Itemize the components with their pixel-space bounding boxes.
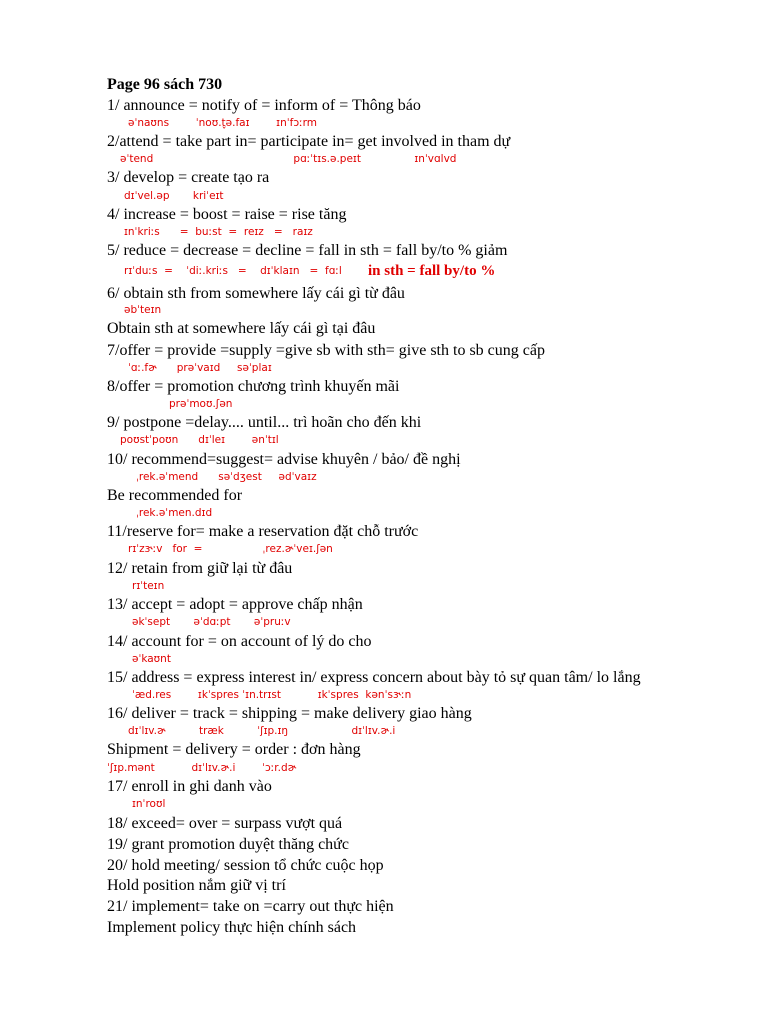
ipa-line-15: ˈæd.res ɪkˈspres ˈɪn.trɪst ɪkˈspres kənˈsɝːn bbox=[132, 689, 412, 701]
ipa-line-4: ɪnˈkriːs = buːst = reɪz = raɪz bbox=[124, 226, 313, 238]
ipa-line-17: ɪnˈroʊl bbox=[132, 798, 166, 810]
ipa-line-9: poʊstˈpoʊn dɪˈleɪ ənˈtɪl bbox=[120, 434, 279, 446]
ipa-line-12: rɪˈteɪn bbox=[132, 580, 165, 592]
vocab-line-12: 12/ retain from giữ lại từ đâu bbox=[107, 560, 293, 577]
vocab-line-19: 19/ grant promotion duyệt thăng chức bbox=[107, 836, 349, 853]
vocab-line-8: 8/offer = promotion chương trình khuyến mãi bbox=[107, 378, 400, 395]
ipa-line-2: əˈtend pɑːˈtɪs.ə.peɪt ɪnˈvɑlvd bbox=[120, 153, 457, 165]
ipa-line-16b: ˈʃɪp.mənt dɪˈlɪv.ɚ.i ˈɔːr.dɚ bbox=[107, 762, 297, 774]
vocab-line-13: 13/ accept = adopt = approve chấp nhận bbox=[107, 596, 363, 613]
ipa-line-3: dɪˈvel.əp kriˈeɪt bbox=[124, 190, 224, 202]
vocab-line-10b: Be recommended for bbox=[107, 487, 243, 504]
vocab-line-21: 21/ implement= take on =carry out thực hiện bbox=[107, 898, 394, 915]
vocab-line-7: 7/offer = provide =supply =give sb with sth= give sth to sb cung cấp bbox=[107, 342, 545, 359]
vocab-line-21b: Implement policy thực hiện chính sách bbox=[107, 919, 357, 936]
vocab-line-16b: Shipment = delivery = order : đơn hàng bbox=[107, 741, 361, 758]
vocab-line-1: 1/ announce = notify of = inform of = Thông báo bbox=[107, 97, 421, 114]
vocab-line-20b: Hold position nắm giữ vị trí bbox=[107, 877, 286, 894]
vocab-line-14: 14/ account for = on account of lý do cho bbox=[107, 633, 372, 650]
ipa-line-7: ˈɑː.fɚ prəˈvaɪd səˈplaɪ bbox=[128, 362, 272, 374]
vocab-line-17: 17/ enroll in ghi danh vào bbox=[107, 778, 272, 795]
ipa-line-10b: ˌrek.əˈmen.dɪd bbox=[136, 507, 213, 519]
vocab-line-10: 10/ recommend=suggest= advise khuyên / bảo/ đề nghị bbox=[107, 451, 461, 468]
ipa-line-5: rɪˈduːs = ˈdiː.kriːs = dɪˈklaɪn = fɑːl bbox=[124, 265, 342, 277]
ipa-line-1: əˈnaʊns ˈnoʊ.t̬ə.faɪ ɪnˈfɔːrm bbox=[128, 117, 317, 129]
ipa-line-11: rɪˈzɝːv for = ˌrez.ɚˈveɪ.ʃən bbox=[128, 543, 333, 555]
ipa-line-14: əˈkaʊnt bbox=[132, 653, 171, 665]
vocab-line-5: 5/ reduce = decrease = decline = fall in sth = fall by/to % giảm bbox=[107, 242, 508, 259]
vocab-line-6b: Obtain sth at somewhere lấy cái gì tại đâu bbox=[107, 320, 376, 337]
ipa-line-8: prəˈmoʊ.ʃən bbox=[169, 398, 233, 410]
ipa-line-16: dɪˈlɪv.ɚ træk ˈʃɪp.ɪŋ dɪˈlɪv.ɚ.i bbox=[128, 725, 396, 737]
vocab-line-11: 11/reserve for= make a reservation đặt chỗ trước bbox=[107, 523, 419, 540]
vocab-line-2: 2/attend = take part in= participate in= get involved in tham dự bbox=[107, 133, 511, 150]
ipa-line-13: əkˈsept əˈdɑːpt əˈpruːv bbox=[132, 616, 291, 628]
vocab-line-4: 4/ increase = boost = raise = rise tăng bbox=[107, 206, 347, 223]
ipa-line-6: əbˈteɪn bbox=[124, 304, 162, 316]
vocab-line-20: 20/ hold meeting/ session tổ chức cuộc họp bbox=[107, 857, 384, 874]
red-note: in sth = fall by/to % bbox=[368, 263, 496, 279]
vocab-line-3: 3/ develop = create tạo ra bbox=[107, 169, 270, 186]
page-title: Page 96 sách 730 bbox=[107, 76, 223, 93]
vocab-line-9: 9/ postpone =delay.... until... trì hoãn cho đến khi bbox=[107, 414, 422, 431]
vocab-line-6: 6/ obtain sth from somewhere lấy cái gì từ đâu bbox=[107, 285, 405, 302]
ipa-line-10: ˌrek.əˈmend səˈdʒest ədˈvaɪz bbox=[136, 471, 317, 483]
vocab-line-15: 15/ address = express interest in/ express concern about bày tỏ sự quan tâm/ lo lắng bbox=[107, 669, 641, 686]
vocab-line-16: 16/ deliver = track = shipping = make delivery giao hàng bbox=[107, 705, 472, 722]
vocab-line-18: 18/ exceed= over = surpass vượt quá bbox=[107, 815, 343, 832]
